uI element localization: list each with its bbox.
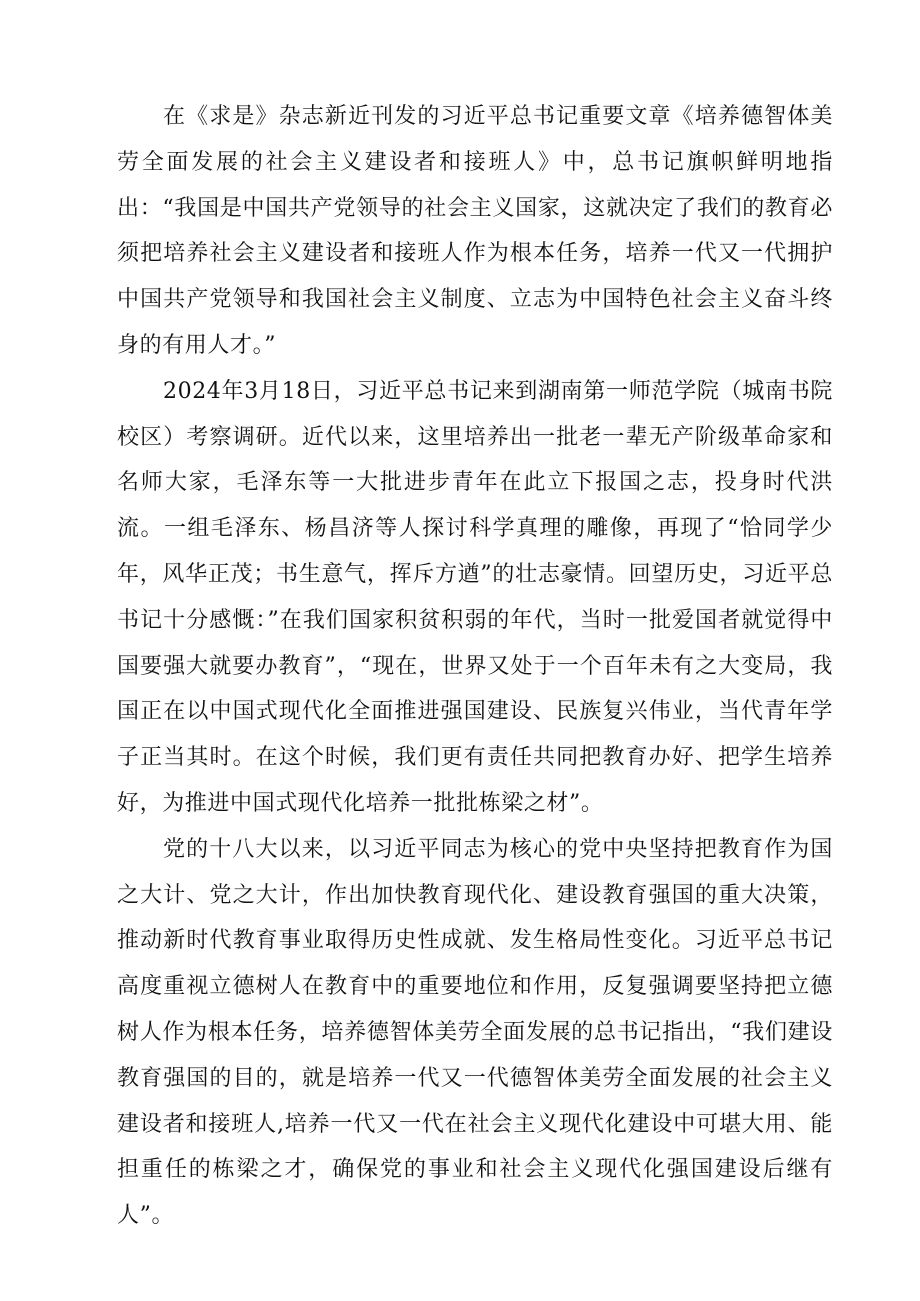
paragraph-3: 党的十八大以来，以习近平同志为核心的党中央坚持把教育作为国之大计、党之大计，作出加快教育现代化、建设教育强国的重大决策，推动新时代教育事业取得历史性成就、发生格局性变化。习近平总书记高度重视立德树人在教育中的重要地位和作用，反复强调要坚持把立德树人作为根本任务，培养德智体美劳全面发展的总书记指出，“我们建设教育强国的目的，就是培养一代又一代德智体美劳全面发展的社会主义建设者和接班人,培养一代又一代在社会主义现代化建设中可堪大用、能担重任的栋梁之才，确保党的事业和社会主义现代化强国建设后继有人”。 xyxy=(117,836,833,1229)
body-text xyxy=(117,94,833,1239)
paragraph-2: 2024年3月18日，习近平总书记来到湖南第一师范学院（城南书院校区）考察调研。近代以来，这里培养出一批老一辈无产阶级革命家和名师大家，毛泽东等一大批进步青年在此立下报国之志，投身时代洪流。一组毛泽东、杨昌济等人探讨科学真理的雕像，再现了“恰同学少年，风华正茂；书生意气，挥斥方遒”的壮志豪情。回望历史，习近平总书记十分感慨：”在我们国家积贫积弱的年代，当时一批爱国者就觉得中国要强大就要办教育”，“现在，世界又处于一个百年未有之大变局，我国正在以中国式现代化全面推进强国建设、民族复兴伟业，当代青年学子正当其时。在这个时候，我们更有责任共同把教育办好、把学生培养好，为推进中国式现代化培养一批批栋梁之材”。 xyxy=(117,378,833,816)
paragraph-1: 在《求是》杂志新近刊发的习近平总书记重要文章《培养德智体美劳全面发展的社会主义建设者和接班人》中，总书记旗帜鲜明地指出：“我国是中国共产党领导的社会主义国家，这就决定了我们的教育必须把培养社会主义建设者和接班人作为根本任务，培养一代又一代拥护中国共产党领导和我国社会主义制度、立志为中国特色社会主义奋斗终身的有用人才。” xyxy=(117,104,833,358)
